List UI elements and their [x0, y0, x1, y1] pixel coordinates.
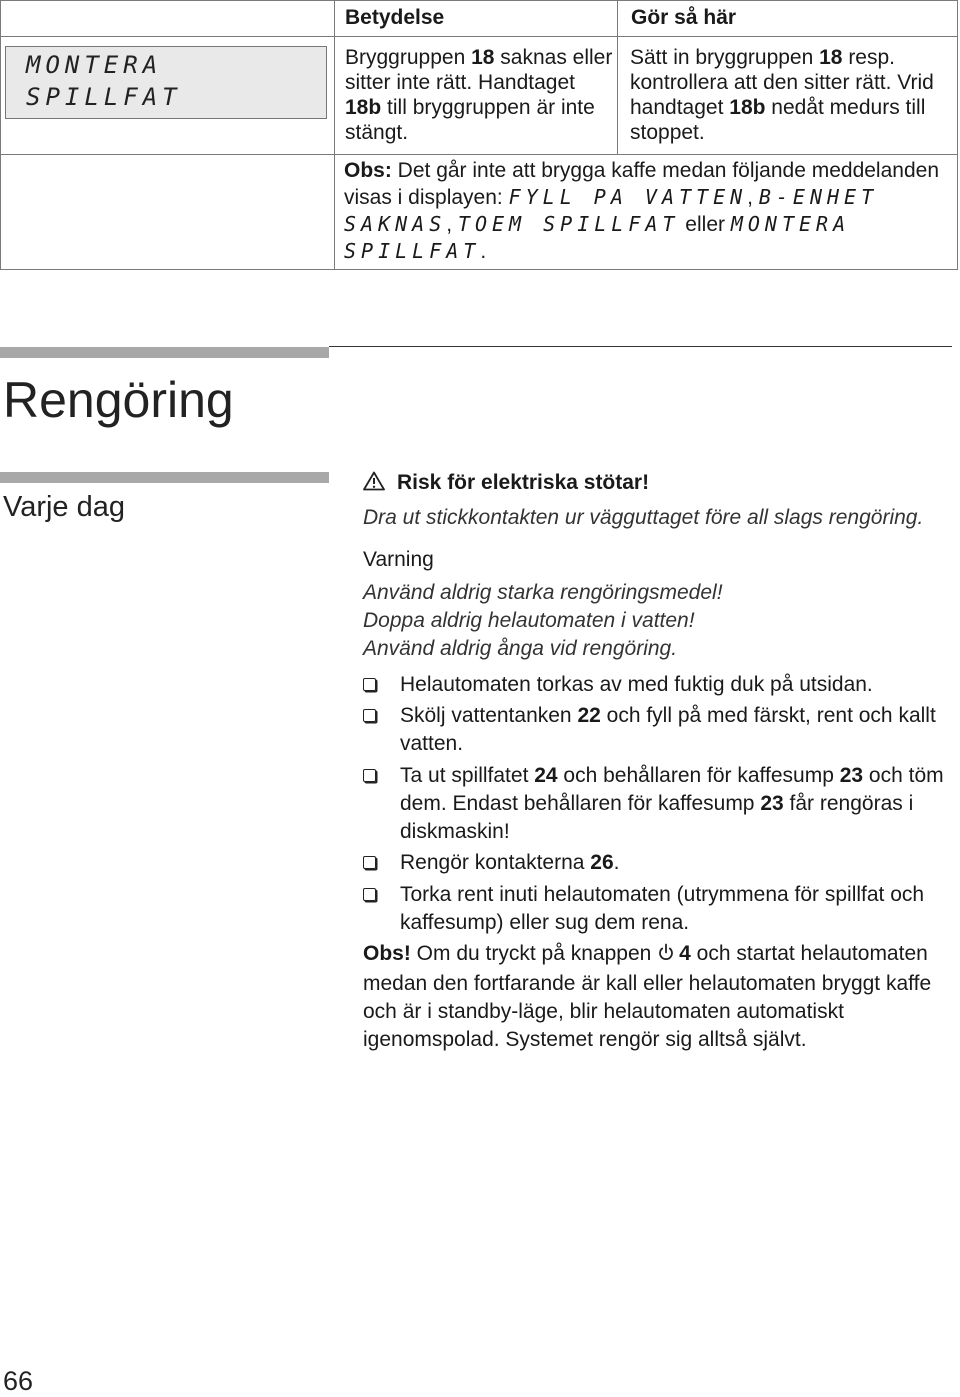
meaning-text: Bryggruppen 18 saknas eller sitter inte rätt. Handtaget 18b till bryggruppen är inte stängt. — [345, 46, 613, 144]
obs-note: Obs: Det går inte att brygga kaffe medan följande meddelanden visas i displayen: FYLL PA VATTEN, B-ENHET SAKNAS, TOEM SPILLFAT eller MONTERA SPILLFAT. — [344, 159, 939, 263]
obs-paragraph: Obs! Om du tryckt på knappen 4 och startat helautomaten medan den fortfarande är kall eller helautomaten bryggt kaffe och är i standby-läge, blir helautomaten automatiskt igenomspolad. Systemet rengör sig alltså självt. — [363, 942, 932, 1051]
caution-line-3: Använd aldrig ånga vid rengöring. — [363, 637, 678, 660]
subsection-title: Varje dag — [3, 491, 125, 523]
display-readout — [5, 46, 327, 119]
action-text: Sätt in bryggruppen 18 resp. kontrollera att den sitter rätt. Vrid handtaget 18b nedåt medurs till stoppet. — [630, 46, 934, 144]
warning-text: Dra ut stickkontakten ur vägguttaget före all slags rengöring. — [363, 506, 924, 529]
warning-heading: Risk för elektriska stötar! — [363, 469, 649, 499]
display-line-1: MONTERA — [26, 51, 163, 79]
checkbox-icon — [363, 709, 376, 722]
header-action: Gör så här — [631, 6, 737, 29]
page-number: 66 — [3, 1366, 34, 1396]
caution-line-1: Använd aldrig starka rengöringsmedel! — [363, 581, 723, 604]
caution-heading: Varning — [363, 548, 434, 571]
section-bar — [0, 347, 329, 358]
checkbox-icon — [363, 856, 376, 869]
power-icon — [658, 942, 674, 970]
header-meaning: Betydelse — [345, 6, 445, 29]
display-line-2: SPILLFAT — [26, 83, 182, 111]
section-title: Rengöring — [3, 372, 234, 428]
warning-triangle-icon — [363, 471, 385, 499]
checkbox-icon — [363, 888, 376, 901]
caution-line-2: Doppa aldrig helautomaten i vatten! — [363, 609, 695, 632]
section-rule — [329, 346, 952, 347]
checkbox-icon — [363, 678, 376, 691]
subsection-bar — [0, 472, 329, 483]
checkbox-icon — [363, 769, 376, 782]
